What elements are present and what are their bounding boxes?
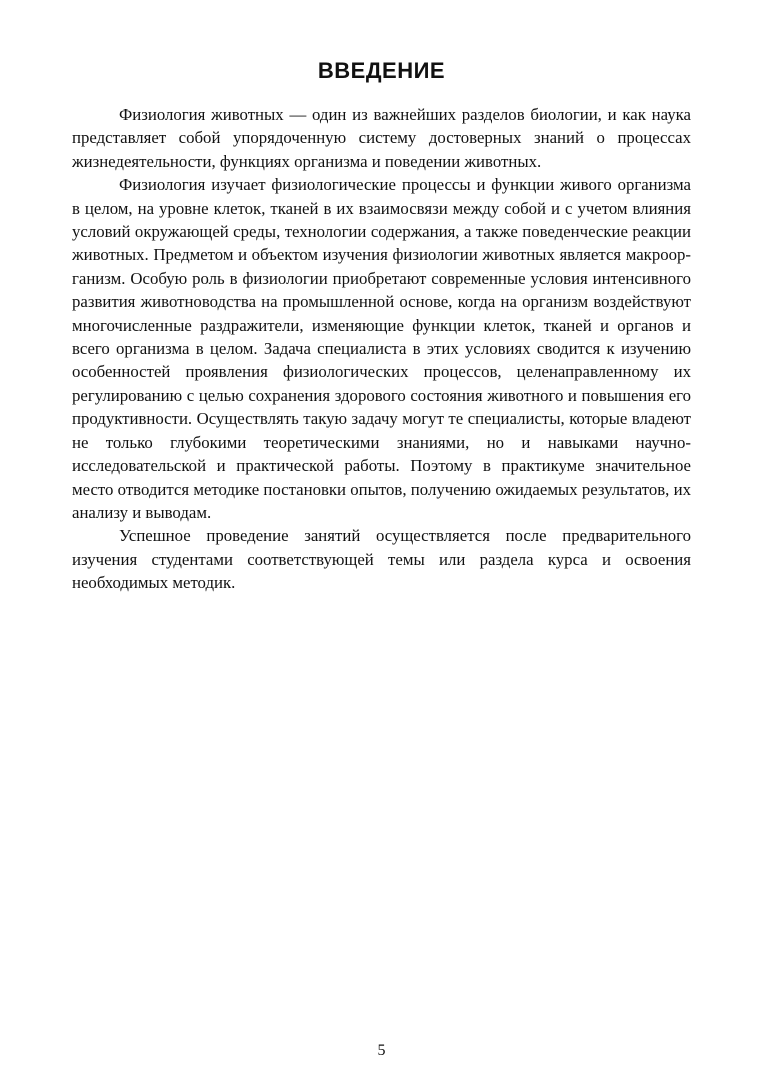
body-text: [72, 103, 691, 595]
paragraph-3: Успешное проведение занятий осуществляется после предварительного изучения студентами соответствующей темы или раздела курса и освоения необходимых методик.: [72, 526, 691, 593]
paragraph-1: Физиология животных — один из важнейших разделов биологии, и как наука представляет собой упорядоченную систему достоверных знаний о процессах жизнедеятельности, функциях организма и поведении животных.: [72, 105, 691, 171]
page-number: 5: [377, 1042, 386, 1059]
page-title: ВВЕДЕНИЕ: [317, 58, 446, 83]
paragraph-2: Физиология изучает физиологические процессы и функции живого организма в целом, на уровне клеток, тканей в их взаимосвязи между собой и с учетом влияния условий окружающей среды, технологии содержания, а также поведенческие реакции животных. Предметом и объектом изучения физиологии животных является макроорганизм. Особую роль в физиологии приобретают современные условия интенсивного развития животноводства на промышленной основе, когда на организм воздействуют многочисленные раздражители, изменяющие функции клеток, тканей и органов и всего организма в целом. Задача специалиста в этих условиях сводится к изучению особенностей проявления физиологических процессов, целенаправленному их регулированию с целью сохранения здорового состояния животного и повышения его продуктивности. Осуществлять такую задачу могут те специалисты, которые владеют не только глубокими теоретическими знаниями, но и навыками научно-исследовательской и практической работы. Поэтому в практикуме значительное место отводится методике постановки опытов, получению ожидаемых результатов, их анализу и выводам.: [72, 175, 691, 522]
